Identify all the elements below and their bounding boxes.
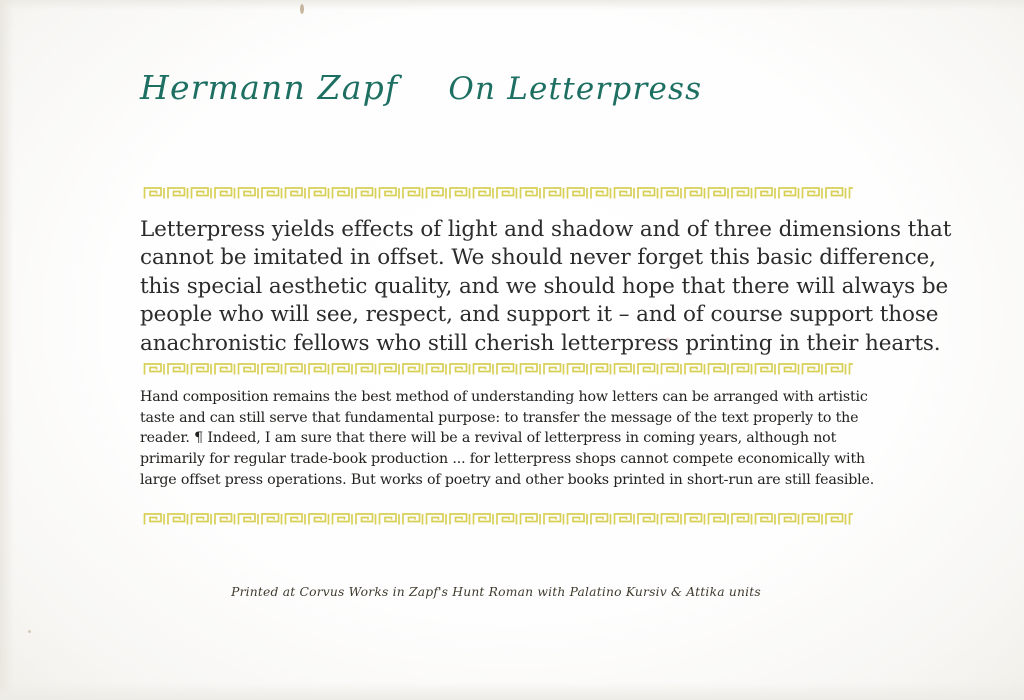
quote-line: this special aesthetic quality, and we should hope that there will always be	[140, 273, 949, 299]
quote-line: Letterpress yields effects of light and shadow and of three dimensions that	[140, 217, 952, 242]
document-body	[140, 0, 952, 700]
paragraph-line: reader. ¶ Indeed, I am sure that there will be a revival of letterpress in coming years, although not	[140, 430, 837, 447]
quote-line: anachronistic fellows who still cherish letterpress printing in their hearts.	[140, 330, 941, 356]
paragraph-line: Hand composition remains the best method of understanding how letters can be arranged with artistic	[140, 389, 868, 405]
paragraph-line: taste and can still serve that fundamental purpose: to transfer the message of the text properly to the	[140, 409, 859, 426]
greek-key-border-icon	[143, 362, 853, 376]
greek-key-border-icon	[143, 186, 853, 200]
colophon: Printed at Corvus Works in Zapf's Hunt Roman with Palatino Kursiv & Attika units	[231, 585, 761, 599]
quote-line: cannot be imitated in offset. We should never forget this basic difference,	[140, 245, 936, 271]
title-author: Hermann Zapf	[140, 68, 399, 107]
body-paragraph	[140, 387, 875, 491]
scan-speck	[28, 630, 31, 633]
paragraph-line: large offset press operations. But works of poetry and other books printed in short-run are still feasible.	[140, 471, 875, 488]
page-edge-left	[0, 0, 14, 700]
paragraph-line: primarily for regular trade-book production ... for letterpress shops cannot compete economically with	[140, 451, 865, 468]
title-subject: On Letterpress	[448, 71, 703, 107]
quote-line: people who will see, respect, and support it – and of course support those	[140, 302, 939, 328]
pull-quote	[140, 216, 952, 358]
page-title	[140, 68, 852, 107]
greek-key-border-icon	[143, 512, 853, 526]
